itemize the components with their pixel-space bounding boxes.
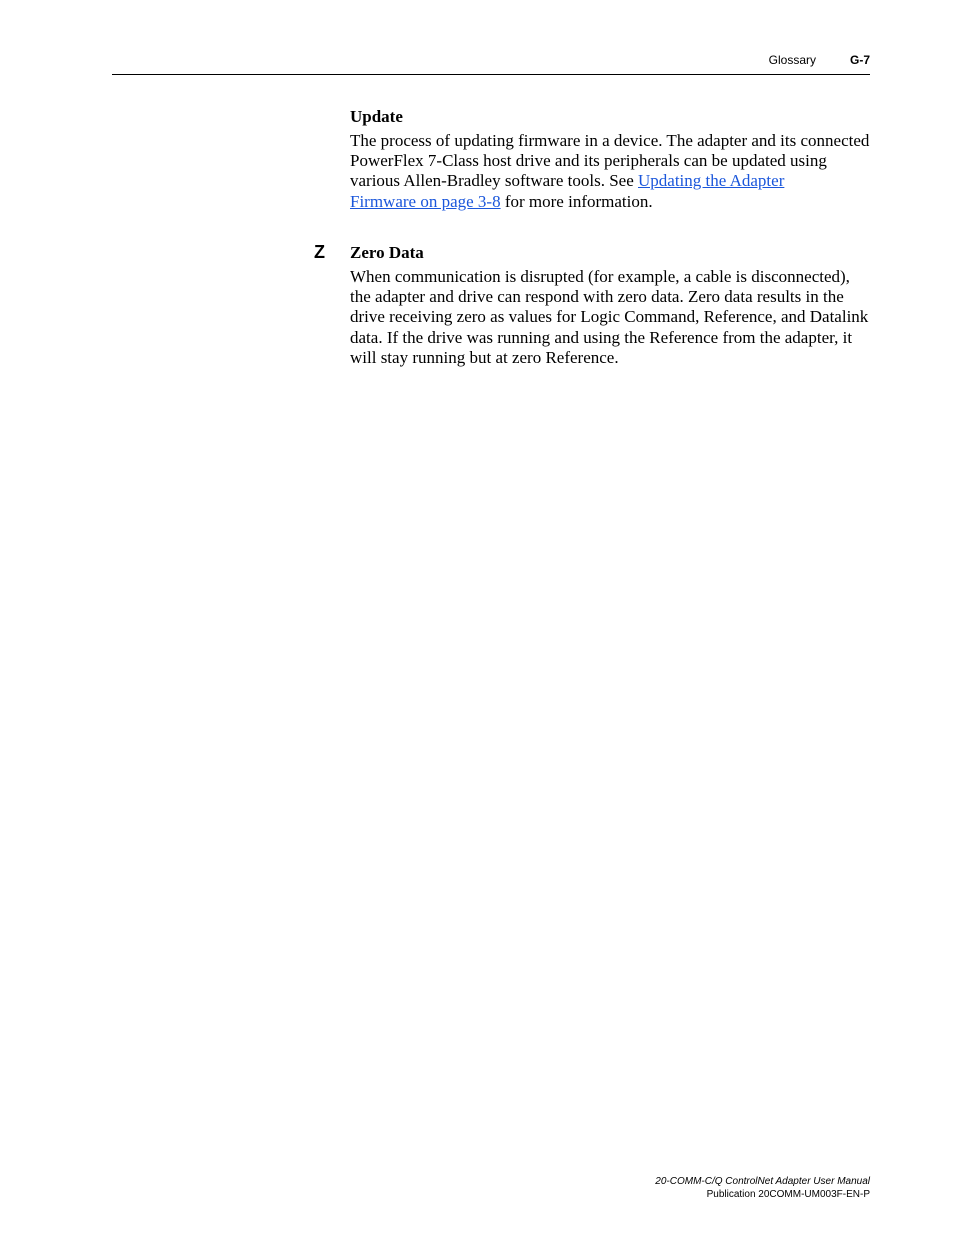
glossary-term: Zero Data [350,243,424,262]
section-letter: Z [314,242,325,262]
page-header [769,53,870,67]
header-page-number: G-7 [849,53,870,67]
glossary-entry-zero-data [350,243,870,368]
definition-text-end: for more information. [500,191,653,211]
link-text-line1: Updating the Adapter [638,171,785,191]
definition-text: The process of updating firmware in a device. The adapter and its connected PowerFlex 7-Class host drive and its peripherals can be updated using various Allen-Bradley software tools. See [350,131,870,191]
header-rule [112,74,870,75]
page-footer [655,1175,870,1201]
header-section-title: Glossary [768,53,816,67]
link-text-line2: Firmware on page 3-8 [350,191,501,211]
footer-manual-title: 20-COMM-C/Q ControlNet Adapter User Manual [655,1176,870,1187]
footer-publication-number: Publication 20COMM-UM003F-EN-P [706,1189,870,1200]
glossary-definition: When communication is disrupted (for example, a cable is disconnected), the adapter and drive can respond with zero data. Zero data results in the drive receiving zero as values for Logic Command, Reference, and Datalink data. If the drive was running and using the Reference from the adapter, it will stay running but at zero Reference. [350,267,869,367]
glossary-entry-update [350,107,870,212]
glossary-definition [350,131,870,212]
glossary-term: Update [350,107,403,126]
